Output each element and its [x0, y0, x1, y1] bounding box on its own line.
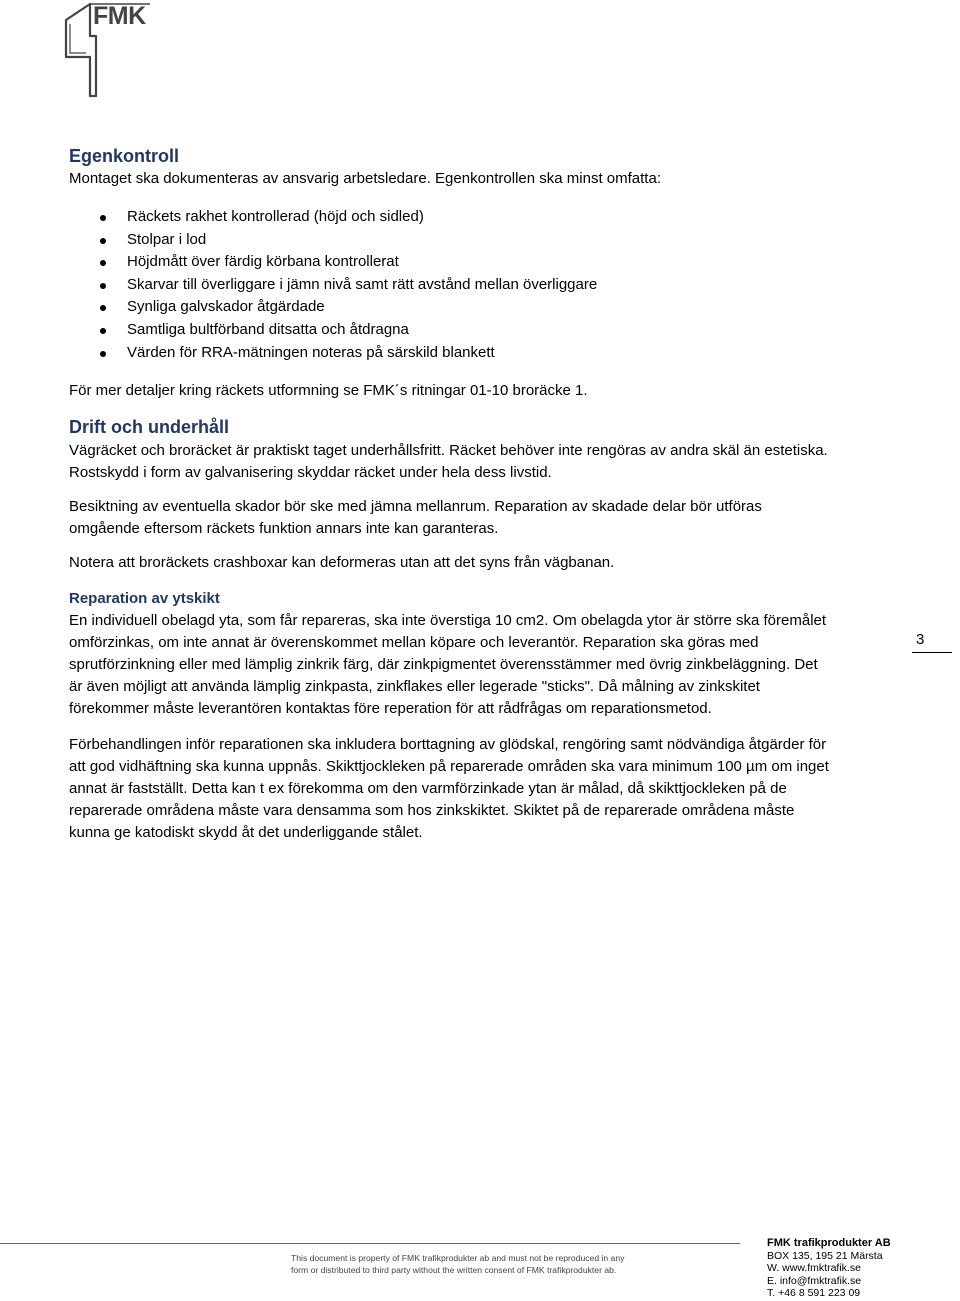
reparation-paragraph-2: Förbehandlingen inför reparationen ska inkludera borttagning av glödskal, rengöring samt nödvändiga åtgärder för att god vidhäftning ska kunna uppnås. Skikttjockleken på reparerade områden ska vara minimum 100 µm om inget annat är fastställt. Detta kan t ex förekomma om den varmförzinkade ytan är målad, då skikttjockleken på de reparerade områdena måste vara densamma som hos zinkskiktet. Skiktet på de reparerade områdena måste kunna ge katodiskt skydd åt det underliggande stålet.: [69, 736, 829, 842]
egenkontroll-detail: För mer detaljer kring räckets utformning se FMK´s ritningar 01-10 broräcke 1.: [69, 382, 588, 400]
company-phone: T. +46 8 591 223 09: [767, 1287, 861, 1299]
bullet-icon: [100, 283, 106, 289]
bullet-icon: [100, 238, 106, 244]
heading-reparation: Reparation av ytskikt: [69, 590, 220, 608]
drift-paragraph-3: Notera att broräckets crashboxar kan deformeras utan att det syns från vägbanan.: [69, 554, 615, 572]
bullet-icon: [100, 305, 106, 311]
bullet-icon: [100, 328, 106, 334]
footer-divider: [0, 1243, 740, 1244]
bullet-icon: [100, 351, 106, 357]
page-number: 3: [916, 631, 925, 648]
bullet-icon: [100, 260, 106, 266]
egenkontroll-intro: Montaget ska dokumenteras av ansvarig arbetsledare. Egenkontrollen ska minst omfatta:: [69, 170, 661, 187]
footer-company-info: [767, 1237, 957, 1300]
company-name: FMK trafikprodukter AB: [767, 1237, 891, 1249]
page-number-rule: [912, 652, 952, 653]
list-item: Stolpar i lod: [69, 229, 899, 252]
company-web: W. www.fmktrafik.se: [767, 1262, 861, 1274]
document-body: [69, 145, 899, 844]
list-item: Värden för RRA-mätningen noteras på särskild blankett: [69, 342, 899, 365]
bullet-icon: [100, 215, 106, 221]
company-email: E. info@fmktrafik.se: [767, 1274, 862, 1287]
company-address: BOX 135, 195 21 Märsta: [767, 1249, 883, 1262]
list-item: Skarvar till överliggare i jämn nivå samt rätt avstånd mellan överliggare: [69, 274, 899, 297]
list-item: Höjdmått över färdig körbana kontrollerat: [69, 251, 899, 274]
drift-paragraph-1: Vägräcket och broräcket är praktiskt taget underhållsfritt. Räcket behöver inte rengöras av andra skäl än estetiska. Rostskydd i form av galvanisering skyddar räcket under hela dess livstid.: [69, 442, 828, 482]
logo-text: FMK: [93, 2, 146, 30]
reparation-paragraph-1: En individuell obelagd yta, som får repareras, ska inte överstiga 10 cm2. Om obelagda ytor är större ska föremålet omförzinkas, om inte annat är överenskommet mellan köpare och leverantör. Reparation ska göras med sprutförzinkning eller med lämplig zinkrik färg, där zinkpigmentet överensstämmer med övrig zinkbeläggning. Det är även möjligt att använda lämplig zinkpasta, zinkflakes eller legerade "sticks". Då målning av zinkskitet förekommer måste leverantören kontaktas före reperation för att rådfrågas om reparationsmetod.: [69, 612, 827, 718]
drift-paragraph-2: Besiktning av eventuella skador bör ske med jämna mellanrum. Reparation av skadade delar bör utföras omgående eftersom räckets funktion annars inte kan garanteras.: [69, 498, 762, 538]
fmk-logo: [62, 2, 162, 98]
egenkontroll-checklist: [69, 206, 899, 364]
list-item: Samtliga bultförband ditsatta och åtdragna: [69, 319, 899, 342]
heading-drift: Drift och underhåll: [69, 417, 230, 438]
list-item: Synliga galvskador åtgärdade: [69, 296, 899, 319]
heading-egenkontroll: Egenkontroll: [69, 146, 180, 166]
footer-disclaimer: This document is property of FMK trafikprodukter ab and must not be reproduced in any form or distributed to third party without the written consent of FMK trafikprodukter ab.: [291, 1253, 625, 1275]
list-item: Räckets rakhet kontrollerad (höjd och sidled): [69, 206, 899, 229]
